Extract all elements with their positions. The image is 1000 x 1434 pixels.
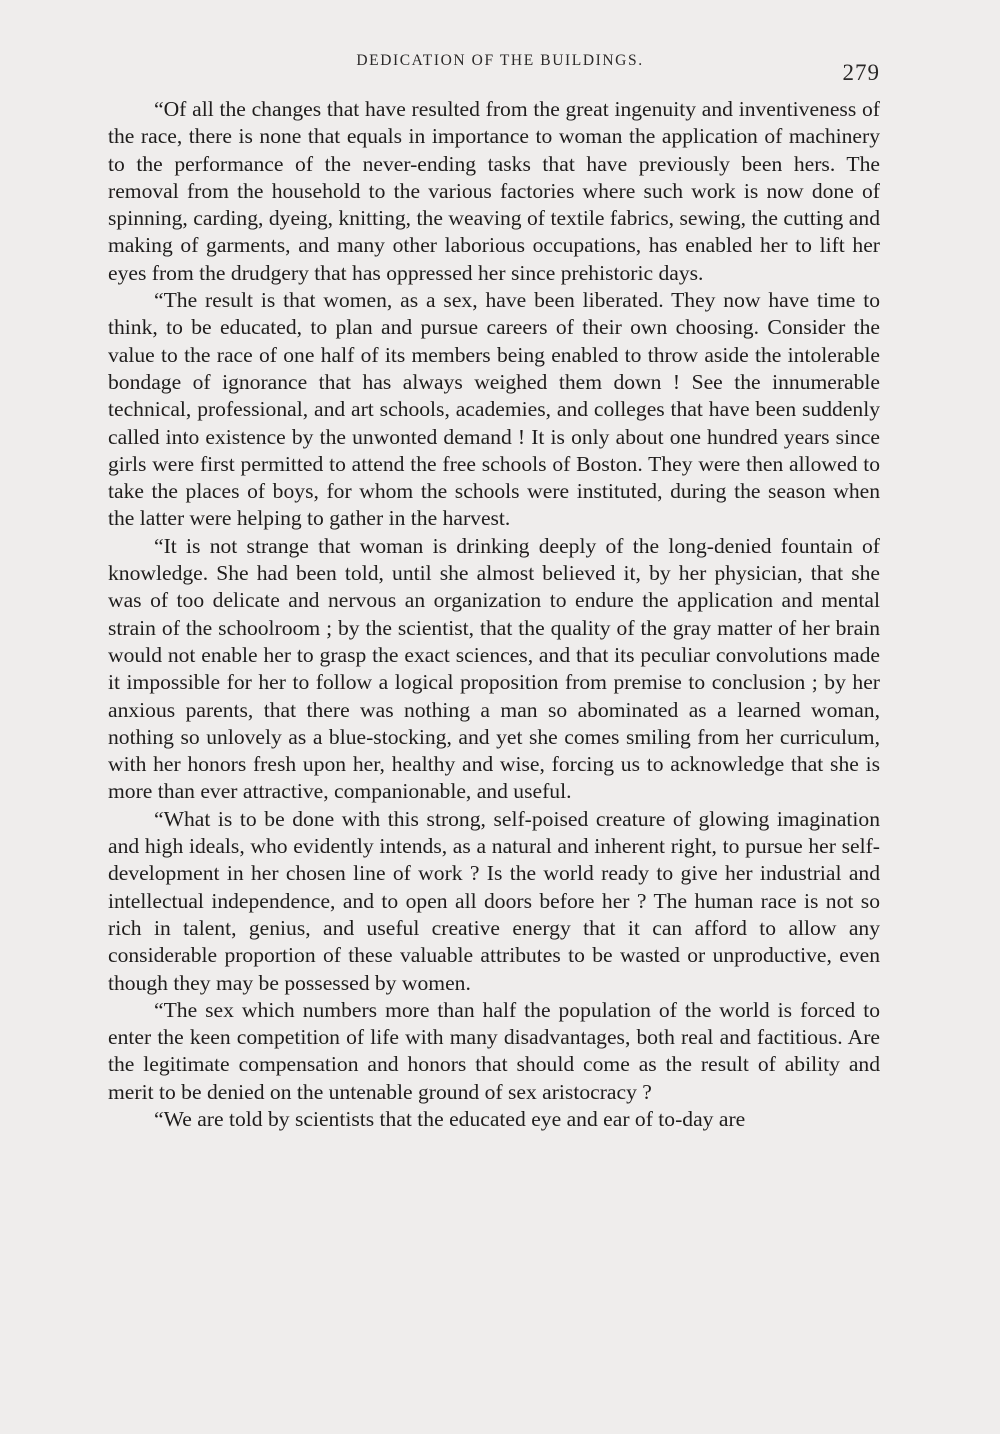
paragraph: “The sex which numbers more than half the population of the world is forced to enter the keen competition of life with many disadvantages, both real and factitious. Are the legitimate compensation and honors that should come as the result of ability and merit to be denied on the untenable ground of sex aristocracy ? — [108, 997, 880, 1104]
paragraph: “It is not strange that woman is drinking deeply of the long-denied fountain of knowledge. She had been told, until she almost believed it, by her physician, that she was of too delicate and nervous an organization to endure the application and mental strain of the schoolroom ; by the scientist, that the quality of the gray matter of her brain would not enable her to grasp the exact sciences, and that its peculiar convolutions made it impossible for her to follow a logical proposition from premise to conclusion ; by her anxious parents, that there was nothing a man so abominated as a learned woman, nothing so unlovely as a blue-stocking, and yet she comes smiling from her curriculum, with her honors fresh upon her, healthy and wise, forcing us to acknowledge that she is more than ever attractive, companionable, and useful. — [108, 533, 880, 804]
paragraph: “What is to be done with this strong, self-poised creature of glowing imagination and high ideals, who evidently intends, as a natural and inherent right, to pursue her self-development in her chosen line of work ? Is the world ready to give her industrial and intellectual independence, and to open all doors before her ? The human race is not so rich in talent, genius, and useful creative energy that it can afford to allow any considerable proportion of these valuable attributes to be wasted or unproductive, even though they may be possessed by women. — [108, 806, 880, 995]
running-head: DEDICATION OF THE BUILDINGS. — [356, 52, 644, 69]
paragraph: “The result is that women, as a sex, have been liberated. They now have time to think, to be educated, to plan and pursue careers of their own choosing. Consider the value to the race of one half of its members being enabled to throw aside the intolerable bondage of ignorance that has always weighed them down ! See the innumerable technical, professional, and art schools, academies, and colleges that have been suddenly called into existence by the unwonted demand ! It is only about one hundred years since girls were first permitted to attend the free schools of Boston. They were then allowed to take the places of boys, for whom the schools were instituted, during the season when the latter were helping to gather in the harvest. — [108, 288, 880, 531]
page-number: 279 — [842, 60, 880, 85]
paragraph: “We are told by scientists that the educated eye and ear of to-day are — [154, 1106, 746, 1131]
body-text — [108, 96, 880, 1133]
paragraph: “Of all the changes that have resulted from the great ingenuity and inventiveness of the race, there is none that equals in importance to woman the application of machinery to the performance of the never-ending tasks that have previously been hers. The removal from the household to the various factories where such work is now done of spinning, carding, dyeing, knitting, the weaving of textile fabrics, sewing, the cutting and making of garments, and many other laborious occupations, has enabled her to lift her eyes from the drudgery that has oppressed her since prehistoric days. — [108, 97, 880, 285]
